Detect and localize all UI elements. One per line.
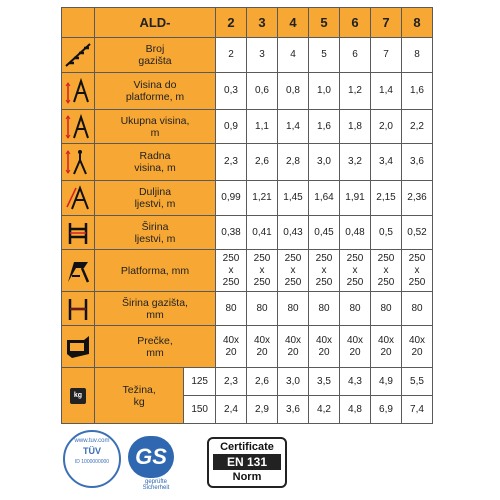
row-label-line: Platforma, mm xyxy=(120,264,190,277)
value-cell: 0,6 xyxy=(247,73,278,110)
row-label-line: Broj xyxy=(145,43,165,55)
platform-height-icon xyxy=(62,78,94,104)
value-cell: 1,2 xyxy=(340,73,371,110)
value-cell: 40x 20 xyxy=(371,326,402,368)
row-label xyxy=(95,110,216,144)
gs-caption-line-2: Sicherheit xyxy=(142,485,170,491)
value-cell: 3,5 xyxy=(309,368,340,396)
value-cell: 80 xyxy=(402,292,433,326)
value-cell: 0,41 xyxy=(247,216,278,250)
value-cell: 4,9 xyxy=(371,368,402,396)
ladder-steps-icon xyxy=(62,42,94,68)
value-cell: 1,64 xyxy=(309,181,340,216)
row-icon-cell xyxy=(62,73,95,110)
en131-certificate-badge xyxy=(207,437,287,488)
row-icon-cell xyxy=(62,250,95,292)
value-cell: 3,0 xyxy=(309,144,340,181)
row-label-line: Duljina xyxy=(138,186,172,198)
model-number-2: 2 xyxy=(216,8,247,38)
row-label-line: ljestvi, m xyxy=(134,232,176,245)
row-label-line: visina, m xyxy=(134,162,176,174)
value-cell: 2,3 xyxy=(216,144,247,181)
row-label xyxy=(95,292,216,326)
value-cell: 6,9 xyxy=(371,396,402,424)
model-number-4: 4 xyxy=(278,8,309,38)
weight-label-line: kg xyxy=(133,395,145,408)
value-cell: 0,8 xyxy=(278,73,309,110)
row-label-line: platforme, m xyxy=(125,91,185,103)
spec-table xyxy=(61,7,433,424)
ladder-width-icon xyxy=(62,220,94,246)
step-width-icon xyxy=(62,296,94,322)
value-cell: 3,0 xyxy=(278,368,309,396)
weight-label-line: Težina, xyxy=(122,383,156,396)
value-cell: 0,43 xyxy=(278,216,309,250)
value-cell: 1,4 xyxy=(371,73,402,110)
tuv-mark: TÜV xyxy=(83,446,101,456)
value-cell: 250 x 250 xyxy=(371,250,402,292)
row-label-line: mm xyxy=(146,346,164,359)
row-icon-cell xyxy=(62,216,95,250)
value-cell: 1,6 xyxy=(309,110,340,144)
model-label: ALD- xyxy=(95,8,216,38)
value-cell: 4,8 xyxy=(340,396,371,424)
cert-title: Certificate xyxy=(220,441,274,453)
row-label xyxy=(95,326,216,368)
row-label-line: Ukupna visina, xyxy=(120,114,190,127)
value-cell: 250 x 250 xyxy=(340,250,371,292)
row-label xyxy=(95,250,216,292)
value-cell: 40x 20 xyxy=(216,326,247,368)
value-cell: 40x 20 xyxy=(402,326,433,368)
value-cell: 250 x 250 xyxy=(402,250,433,292)
spec-row xyxy=(62,181,433,216)
value-cell: 7 xyxy=(371,38,402,73)
value-cell: 0,9 xyxy=(216,110,247,144)
value-cell: 0,52 xyxy=(402,216,433,250)
weight-label xyxy=(95,368,184,424)
value-cell: 2,6 xyxy=(247,368,278,396)
value-cell: 2 xyxy=(216,38,247,73)
value-cell: 80 xyxy=(340,292,371,326)
value-cell: 1,4 xyxy=(278,110,309,144)
value-cell: 0,48 xyxy=(340,216,371,250)
row-label-line: Visina do xyxy=(133,79,177,91)
weight-row xyxy=(62,368,433,396)
row-label xyxy=(95,38,216,73)
value-cell: 2,8 xyxy=(278,144,309,181)
value-cell: 250 x 250 xyxy=(309,250,340,292)
value-cell: 80 xyxy=(216,292,247,326)
spec-row xyxy=(62,38,433,73)
value-cell: 250 x 250 xyxy=(247,250,278,292)
row-label-line: Širina xyxy=(141,220,169,233)
value-cell: 3,6 xyxy=(402,144,433,181)
row-label-line: gazišta xyxy=(138,55,172,67)
row-label-line: ljestvi, m xyxy=(134,198,176,210)
rung-profile-icon xyxy=(62,334,94,360)
value-cell: 0,38 xyxy=(216,216,247,250)
row-label xyxy=(95,181,216,216)
value-cell: 5 xyxy=(309,38,340,73)
tuv-id: ID 1000000000 xyxy=(74,459,110,465)
model-number-5: 5 xyxy=(309,8,340,38)
value-cell: 5,5 xyxy=(402,368,433,396)
value-cell: 80 xyxy=(247,292,278,326)
spec-row xyxy=(62,292,433,326)
row-label-line: Radna xyxy=(139,150,171,162)
value-cell: 3,4 xyxy=(371,144,402,181)
row-icon-cell xyxy=(62,144,95,181)
value-cell: 6 xyxy=(340,38,371,73)
model-number-8: 8 xyxy=(402,8,433,38)
row-icon-cell xyxy=(62,292,95,326)
tuv-logo xyxy=(63,430,121,488)
row-label-line: Prečke, xyxy=(137,334,173,347)
value-cell: 40x 20 xyxy=(278,326,309,368)
value-cell: 1,8 xyxy=(340,110,371,144)
value-cell: 40x 20 xyxy=(247,326,278,368)
value-cell: 1,45 xyxy=(278,181,309,216)
value-cell: 250 x 250 xyxy=(216,250,247,292)
row-label xyxy=(95,216,216,250)
value-cell: 0,99 xyxy=(216,181,247,216)
spec-row xyxy=(62,144,433,181)
gs-logo xyxy=(124,432,188,490)
value-cell: 1,6 xyxy=(402,73,433,110)
spec-row xyxy=(62,216,433,250)
header-icon-cell xyxy=(62,8,95,38)
value-cell: 3,6 xyxy=(278,396,309,424)
value-cell: 7,4 xyxy=(402,396,433,424)
row-icon-cell xyxy=(62,181,95,216)
model-number-7: 7 xyxy=(371,8,402,38)
row-label-line: Širina gazišta, xyxy=(122,296,188,309)
value-cell: 0,5 xyxy=(371,216,402,250)
spec-row xyxy=(62,110,433,144)
row-label xyxy=(95,73,216,110)
row-icon-cell xyxy=(62,326,95,368)
cert-standard: EN 131 xyxy=(213,454,281,470)
value-cell: 3 xyxy=(247,38,278,73)
row-label xyxy=(95,144,216,181)
row-icon-cell xyxy=(62,38,95,73)
header-row xyxy=(62,8,433,38)
value-cell: 1,1 xyxy=(247,110,278,144)
row-label-line: mm xyxy=(146,308,164,321)
value-cell: 2,4 xyxy=(216,396,247,424)
value-cell: 2,3 xyxy=(216,368,247,396)
value-cell: 2,36 xyxy=(402,181,433,216)
value-cell: 0,3 xyxy=(216,73,247,110)
row-label-line: m xyxy=(150,126,160,139)
value-cell: 80 xyxy=(309,292,340,326)
value-cell: 2,15 xyxy=(371,181,402,216)
value-cell: 40x 20 xyxy=(309,326,340,368)
value-cell: 1,21 xyxy=(247,181,278,216)
tuv-url: www.tuv.com xyxy=(74,438,110,444)
gs-letters: GS xyxy=(128,436,174,478)
value-cell: 2,6 xyxy=(247,144,278,181)
spec-row xyxy=(62,326,433,368)
value-cell: 1,0 xyxy=(309,73,340,110)
value-cell: 80 xyxy=(278,292,309,326)
weight-icon-cell xyxy=(62,368,95,424)
value-cell: 2,2 xyxy=(402,110,433,144)
weight-load-class: 150 xyxy=(184,396,216,424)
value-cell: 250 x 250 xyxy=(278,250,309,292)
total-height-icon xyxy=(62,114,94,140)
spec-row xyxy=(62,250,433,292)
weight-kg-icon: kg xyxy=(70,388,86,404)
value-cell: 8 xyxy=(402,38,433,73)
spec-row xyxy=(62,73,433,110)
platform-icon xyxy=(62,258,94,284)
value-cell: 4,3 xyxy=(340,368,371,396)
value-cell: 2,9 xyxy=(247,396,278,424)
gs-caption xyxy=(124,479,188,491)
value-cell: 4 xyxy=(278,38,309,73)
model-number-6: 6 xyxy=(340,8,371,38)
value-cell: 0,45 xyxy=(309,216,340,250)
value-cell: 4,2 xyxy=(309,396,340,424)
ladder-length-icon xyxy=(62,185,94,211)
gs-caption-line-1: geprüfte xyxy=(144,479,168,485)
cert-norm: Norm xyxy=(232,471,262,483)
weight-load-class: 125 xyxy=(184,368,216,396)
model-number-3: 3 xyxy=(247,8,278,38)
working-height-icon xyxy=(62,149,94,175)
value-cell: 1,91 xyxy=(340,181,371,216)
value-cell: 2,0 xyxy=(371,110,402,144)
value-cell: 40x 20 xyxy=(340,326,371,368)
row-icon-cell xyxy=(62,110,95,144)
value-cell: 80 xyxy=(371,292,402,326)
value-cell: 3,2 xyxy=(340,144,371,181)
